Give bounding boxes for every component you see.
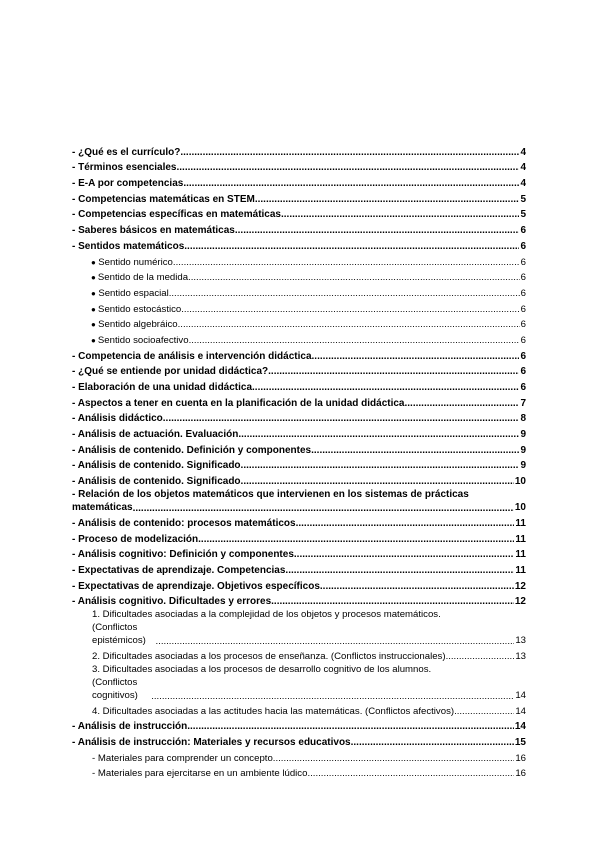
toc-page-number: 5 — [520, 209, 526, 221]
toc-entry[interactable] — [72, 316, 526, 332]
toc-page-number: 6 — [520, 225, 526, 237]
bullet-icon: ● — [91, 335, 96, 345]
toc-entry-title: - Análisis de contenido. Significado — [72, 460, 241, 472]
toc-page-number: 12 — [514, 580, 526, 592]
toc-page-number: 6 — [520, 319, 526, 331]
toc-entry[interactable] — [72, 702, 526, 718]
toc-dot-leader — [187, 721, 514, 733]
bullet-icon: ● — [91, 273, 96, 283]
bullet-icon: ● — [91, 320, 96, 330]
toc-page-number: 4 — [520, 162, 526, 174]
toc-entry-title: - Análisis de contenido: procesos matemáticos — [72, 517, 296, 529]
toc-entry-title: - Análisis de actuación. Evaluación — [72, 429, 239, 441]
toc-entry[interactable] — [72, 206, 526, 222]
toc-page-number: 12 — [514, 596, 526, 608]
toc-page-number: 6 — [520, 240, 526, 252]
toc-entry-title: - Análisis didáctico — [72, 413, 163, 425]
toc-entry-title: - ¿Qué es el currículo? — [72, 146, 181, 158]
toc-entry[interactable] — [72, 363, 526, 379]
toc-page-number: 6 — [520, 334, 526, 346]
toc-entry-title: - Competencias específicas en matemáticas — [72, 209, 281, 221]
toc-dot-leader — [177, 162, 520, 174]
toc-dot-leader — [241, 460, 520, 472]
toc-dot-leader — [281, 209, 519, 221]
toc-entry-title: Sentido numérico — [98, 256, 173, 268]
toc-entry[interactable] — [72, 608, 526, 647]
toc-page-number: 4 — [520, 178, 526, 190]
toc-entry[interactable] — [72, 221, 526, 237]
toc-dot-leader — [163, 413, 520, 425]
toc-page-number: 16 — [515, 768, 526, 780]
toc-page-number: 11 — [515, 533, 526, 545]
toc-entry-title-continued: (Conflictos epistémicos) — [92, 622, 146, 647]
toc-entry-title: - Saberes básicos en matemáticas — [72, 225, 235, 237]
toc-page-number: 14 — [515, 689, 526, 701]
toc-entry-title: - Expectativas de aprendizaje. Competencias — [72, 564, 286, 576]
toc-entry[interactable] — [72, 733, 526, 749]
toc-dot-leader — [320, 581, 514, 593]
toc-entry[interactable] — [72, 514, 526, 530]
toc-page-number: 6 — [520, 287, 526, 299]
toc-page-number: 10 — [514, 476, 526, 488]
toc-dot-leader — [155, 635, 514, 647]
toc-entry-title: - Expectativas de aprendizaje. Objetivos específicos — [72, 580, 320, 592]
toc-entry-title-continued: (Conflictos cognitivos) — [92, 676, 138, 701]
toc-page-number: 11 — [515, 564, 526, 576]
toc-entry[interactable] — [72, 765, 526, 781]
toc-dot-leader — [294, 549, 515, 561]
toc-page-number: 6 — [520, 350, 526, 362]
toc-entry[interactable] — [72, 159, 526, 175]
toc-entry-title: Sentido socioafectivo — [97, 334, 189, 346]
bullet-icon: ● — [91, 257, 96, 267]
toc-entry[interactable] — [72, 300, 526, 316]
toc-entry-title: - ¿Qué se entiende por unidad didáctica? — [72, 366, 269, 378]
toc-dot-leader — [255, 194, 520, 206]
toc-page-number: 13 — [515, 650, 526, 662]
toc-dot-leader — [311, 445, 519, 457]
toc-entry[interactable] — [72, 174, 526, 190]
toc-entry-title: - Análisis de contenido. Definición y componentes — [72, 444, 312, 456]
toc-dot-leader — [189, 335, 520, 347]
toc-dot-leader — [198, 534, 514, 546]
toc-page-number: 11 — [515, 517, 526, 529]
toc-dot-leader — [454, 706, 514, 718]
toc-dot-leader — [188, 272, 520, 284]
toc-dot-leader — [235, 225, 520, 237]
toc-entry-title: - Sentidos matemáticos — [72, 240, 185, 252]
toc-entry-title: - Análisis de instrucción: Materiales y recursos educativos — [72, 737, 351, 748]
toc-page-number: 4 — [520, 146, 526, 158]
toc-entry-title: Sentido de la medida — [97, 272, 189, 284]
toc-entry[interactable] — [72, 331, 526, 347]
toc-dot-leader — [178, 319, 520, 331]
toc-page-number: 9 — [520, 460, 526, 472]
toc-entry[interactable] — [72, 530, 526, 546]
toc-entry-title: Sentido espacial — [98, 287, 169, 299]
toc-dot-leader — [446, 651, 515, 663]
toc-page-number: 14 — [515, 705, 526, 717]
toc-entry-title: - Análisis cognitivo: Definición y componentes — [72, 549, 294, 561]
toc-page-number: 15 — [514, 737, 526, 748]
toc-entry[interactable] — [72, 488, 526, 514]
toc-entry-title: - Análisis de instrucción — [72, 721, 188, 733]
toc-entry[interactable] — [72, 143, 526, 159]
toc-entry-title: 4. Dificultades asociadas a las actitudes hacia las matemáticas. (Conflictos afectivos) — [92, 705, 455, 717]
toc-entry[interactable] — [72, 269, 526, 285]
toc-entry[interactable] — [72, 394, 526, 410]
toc-dot-leader — [273, 753, 515, 765]
toc-entry[interactable] — [72, 749, 526, 765]
toc-entry[interactable] — [72, 577, 526, 593]
toc-entry-title: - Competencia de análisis e intervención didáctica — [72, 350, 312, 362]
toc-entry-title: 3. Dificultades asociadas a los procesos de desarrollo cognitivo de los alumnos. — [92, 663, 432, 675]
toc-dot-leader — [285, 565, 514, 577]
toc-entry[interactable] — [72, 347, 526, 363]
toc-entry[interactable] — [72, 284, 526, 300]
toc-entry[interactable] — [72, 457, 526, 473]
bullet-icon: ● — [91, 288, 96, 298]
toc-entry-title: Sentido estocástico — [98, 303, 182, 315]
toc-entry[interactable] — [72, 561, 526, 577]
toc-dot-leader — [271, 596, 514, 608]
bullet-icon: ● — [91, 304, 96, 314]
toc-entry[interactable] — [72, 546, 526, 562]
toc-dot-leader — [296, 518, 515, 530]
toc-entry-title: 1. Dificultades asociadas a la complejidad de los objetos y procesos matemáticos. — [92, 609, 441, 621]
toc-page-number: 6 — [520, 366, 526, 378]
toc-dot-leader — [151, 690, 514, 702]
toc-page-number: 7 — [520, 397, 526, 409]
toc-page-number: 9 — [520, 444, 526, 456]
toc-page-number: 10 — [514, 502, 526, 514]
toc-dot-leader — [184, 241, 519, 253]
toc-dot-leader — [268, 366, 519, 378]
toc-entry-title: - Materiales para comprender un concepto — [92, 752, 273, 764]
toc-dot-leader — [307, 768, 514, 780]
toc-page-number: 16 — [515, 752, 526, 764]
toc-entry-title: - Términos esenciales — [72, 162, 177, 174]
toc-entry[interactable] — [72, 190, 526, 206]
toc-dot-leader — [238, 429, 519, 441]
toc-entry[interactable] — [72, 441, 526, 457]
toc-page-number: 6 — [520, 256, 526, 268]
toc-entry-title: - Elaboración de una unidad didáctica — [72, 382, 253, 393]
toc-page-number: 13 — [515, 635, 526, 647]
toc-entry-title: - Análisis cognitivo. Dificultades y errores — [72, 596, 272, 608]
toc-dot-leader — [241, 476, 514, 488]
toc-page-number: 8 — [520, 413, 526, 425]
toc-entry[interactable] — [72, 425, 526, 441]
toc-page-number: 14 — [514, 721, 526, 733]
toc-dot-leader — [312, 351, 520, 363]
toc-dot-leader — [183, 178, 519, 190]
toc-page-number: 6 — [520, 382, 526, 393]
toc-page-number: 11 — [515, 549, 526, 561]
toc-page-number: 6 — [520, 303, 526, 315]
toc-dot-leader — [169, 288, 520, 300]
toc-entry-title: - Aspectos a tener en cuenta en la planificación de la unidad didáctica — [72, 397, 405, 409]
toc-page-number: 9 — [520, 429, 526, 441]
toc-entry-title: 2. Dificultades asociadas a los procesos de enseñanza. (Conflictos instruccionales) — [92, 650, 446, 662]
toc-entry[interactable] — [72, 593, 526, 609]
toc-entry[interactable] — [72, 663, 526, 702]
toc-entry-title-continued: matemáticas — [72, 502, 133, 514]
toc-entry[interactable] — [72, 472, 526, 488]
toc-entry[interactable] — [72, 378, 526, 394]
toc-entry-title: - E-A por competencias — [72, 178, 184, 190]
toc-entry-title: Sentido algebráico — [98, 319, 178, 331]
toc-page-number: 5 — [520, 193, 526, 205]
toc-dot-leader — [173, 257, 520, 269]
toc-dot-leader — [180, 147, 519, 159]
toc-entry[interactable] — [72, 647, 526, 663]
toc-page-number: 6 — [520, 272, 526, 284]
toc-entry-title: - Materiales para ejercitarse en un ambiente lúdico — [92, 768, 308, 780]
toc-dot-leader — [351, 737, 514, 749]
toc-entry[interactable] — [72, 718, 526, 734]
toc-entry-title: - Proceso de modelización — [72, 533, 199, 545]
toc-entry[interactable] — [72, 237, 526, 253]
toc-entry[interactable] — [72, 410, 526, 426]
table-of-contents — [72, 143, 526, 780]
toc-dot-leader — [405, 398, 520, 410]
toc-entry-title: - Competencias matemáticas en STEM — [72, 193, 255, 205]
toc-entry[interactable] — [72, 253, 526, 269]
toc-entry-title: - Análisis de contenido. Significado — [72, 476, 241, 488]
toc-dot-leader — [133, 502, 514, 514]
toc-dot-leader — [181, 304, 519, 316]
toc-dot-leader — [252, 382, 519, 394]
toc-entry-title: - Relación de los objetos matemáticos que intervienen en los sistemas de prácticas — [72, 489, 469, 501]
